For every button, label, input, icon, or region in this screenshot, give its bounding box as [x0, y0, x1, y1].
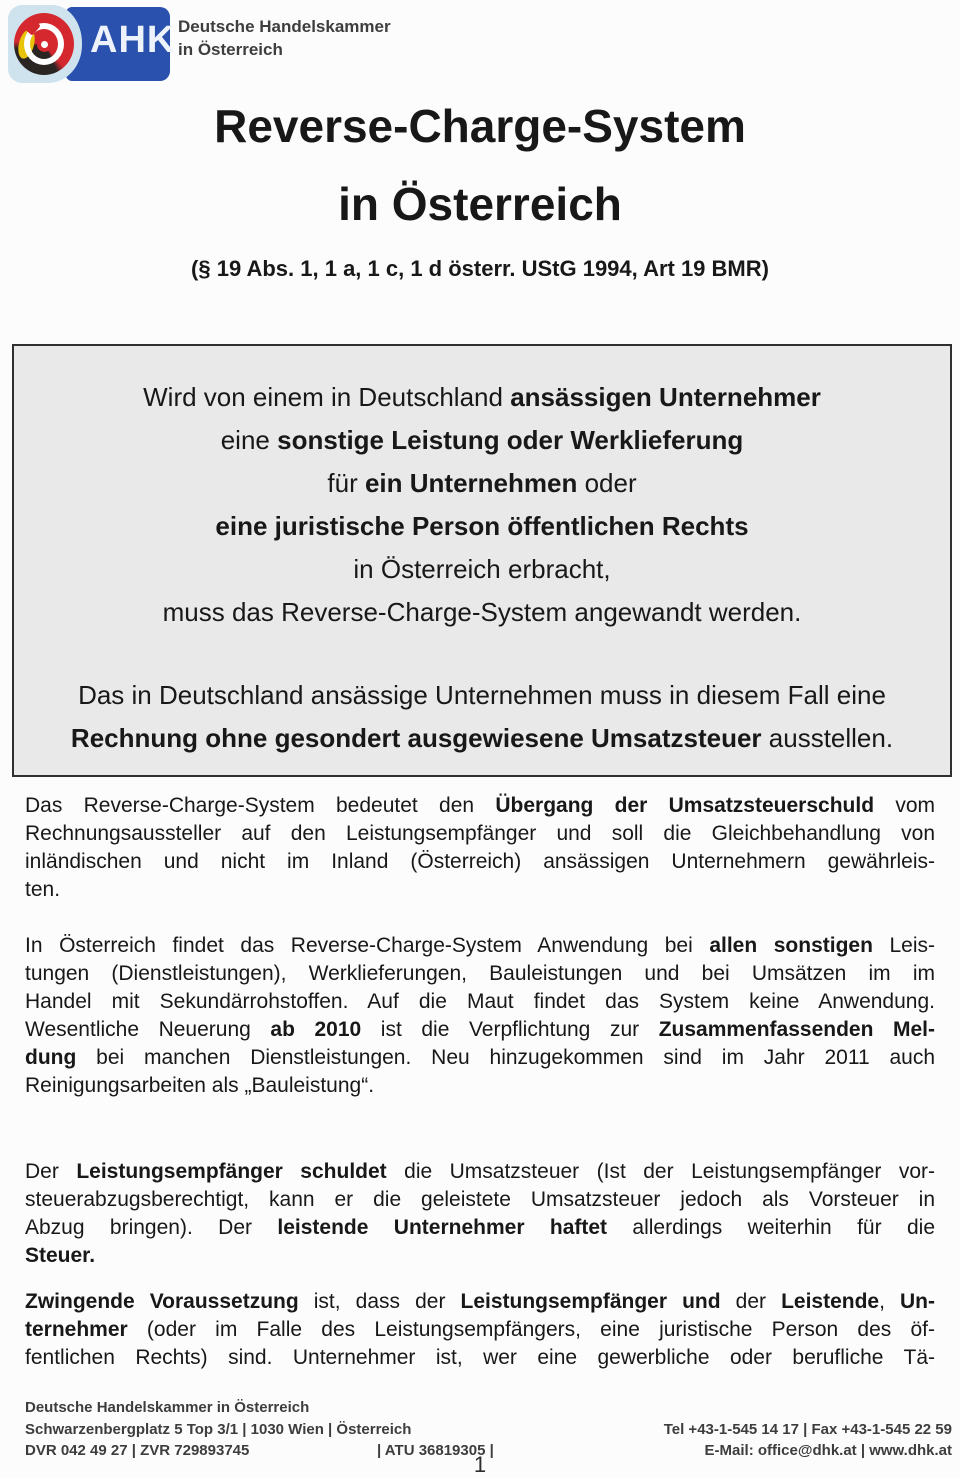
- body-paragraph-3: Der Leistungsempfänger schuldet die Umsatzsteuer (Ist der Leistungsempfänger vor- steuerabzugsberechtigt, kann er die geleistete Umsatzsteuer jedoch als Vorsteuer in Abzug bringen). Der leistende Unternehmer haftet allerdings weiterhin für die Steuer.: [25, 1160, 935, 1267]
- ahk-emblem-icon: [14, 13, 74, 75]
- footer-address: Schwarzenbergplatz 5 Top 3/1 | 1030 Wien | Österreich: [25, 1420, 412, 1438]
- body-paragraph-2: In Österreich findet das Reverse-Charge-System Anwendung bei allen sonstigen Leis- tungen (Dienstleistungen), Werklieferungen, Bauleistungen und bei Umsätzen im im Handel mit Sekundärrohstoffen. Auf die Maut findet das System keine Anwendung. Wesentliche Neuerung ab 2010 ist die Verpflichtung zur Zusammenfassenden Mel- dung bei manchen Dienstleistungen. Neu hinzugekommen sind im Jahr 2011 auch Reinigungsarbeiten als „Bauleistung“.: [25, 934, 935, 1097]
- footer-registry: DVR 042 49 27 | ZVR 729893745: [25, 1442, 250, 1459]
- doc-title-line2: in Österreich: [338, 178, 622, 230]
- page-number: 1: [473, 1452, 487, 1477]
- footer-atu: | ATU 36819305 |: [377, 1442, 494, 1459]
- body-paragraph-4: Zwingende Voraussetzung ist, dass der Leistungsempfänger und der Leistende, Un- ternehmer (oder im Falle des Leistungsempfängers, eine juristische Person des öf- fentlichen Rechts) sind. Unternehmer ist, wer eine gewerbliche oder berufliche Tä-: [25, 1290, 936, 1369]
- footer-email-web: E-Mail: office@dhk.at | www.dhk.at: [704, 1442, 952, 1459]
- org-name: [178, 15, 391, 61]
- box-paragraph-1: Wird von einem in Deutschland ansässigen Unternehmer eine sonstige Leistung oder Werklieferung für ein Unternehmen oder eine juristische Person öffentlichen Rechts in Österreich erbracht, muss das Reverse-Charge-System angewandt werden.: [143, 382, 821, 627]
- title-block: [0, 102, 960, 282]
- ahk-wordmark: AHK: [90, 19, 176, 61]
- body-text: [25, 792, 935, 1372]
- doc-title-line1: Reverse-Charge-System: [214, 100, 746, 152]
- highlight-box: [12, 344, 952, 777]
- org-name-line2: in Österreich: [178, 40, 283, 59]
- law-reference: (§ 19 Abs. 1, 1 a, 1 c, 1 d österr. UStG 1994, Art 19 BMR): [191, 256, 769, 281]
- org-name-line1: Deutsche Handelskammer: [178, 17, 391, 36]
- box-paragraph-2: Das in Deutschland ansässige Unternehmen muss in diesem Fall eine Rechnung ohne gesondert ausgewiesene Umsatzsteuer ausstellen.: [70, 680, 894, 753]
- footer-tel-fax: Tel +43-1-545 14 17 | Fax +43-1-545 22 59: [663, 1420, 952, 1438]
- body-paragraph-1: Das Reverse-Charge-System bedeutet den Übergang der Umsatzsteuerschuld vom Rechnungsaussteller auf den Leistungsempfänger und soll die Gleichbehandlung von inländischen und nicht im Inland (Österreich) ansässigen Unternehmern gewährleis- ten.: [25, 794, 935, 901]
- ahk-logo: [8, 5, 428, 85]
- footer-org: Deutsche Handelskammer in Österreich: [25, 1399, 310, 1416]
